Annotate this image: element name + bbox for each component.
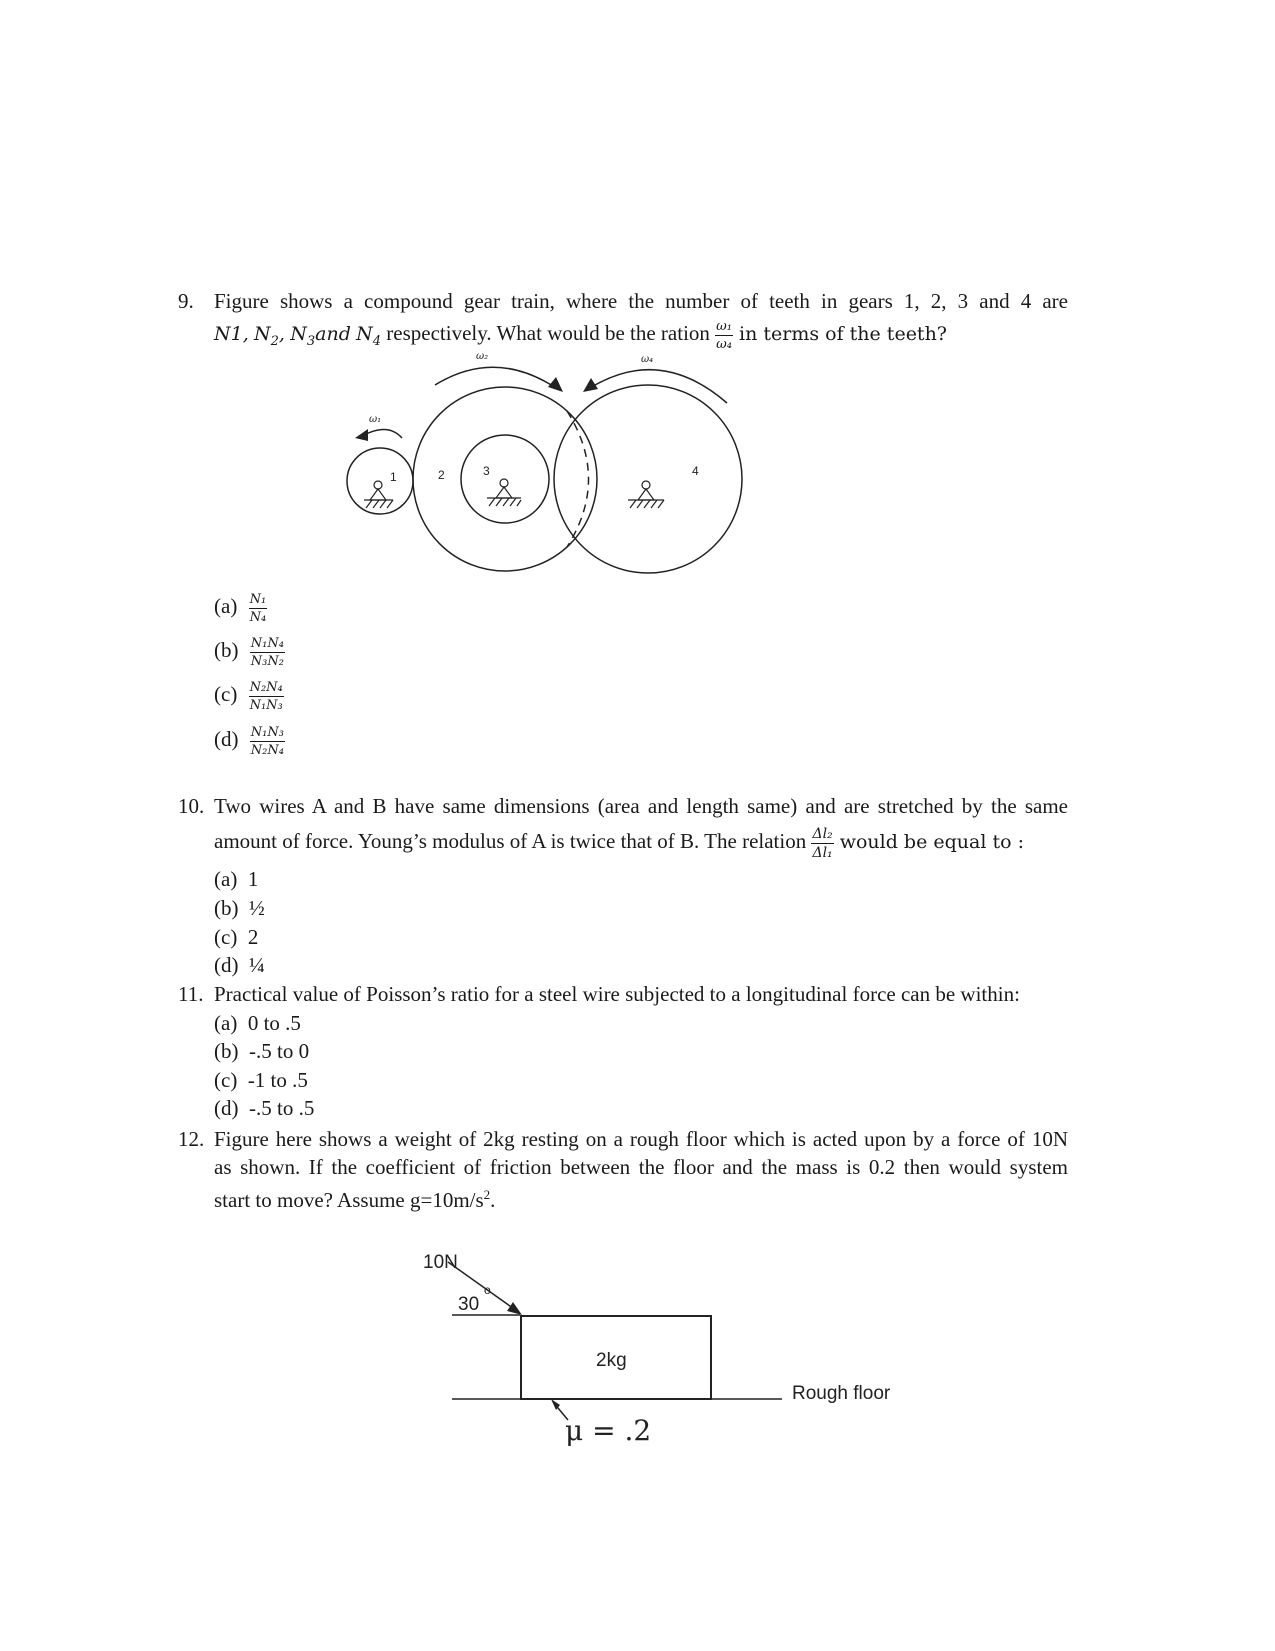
block-friction-figure	[420, 1240, 920, 1460]
support-gear-1	[364, 481, 393, 508]
q9-line2-end: in terms of the teeth?	[732, 323, 947, 345]
mu-label: μ = .2	[565, 1414, 652, 1447]
q11-number: 11.	[178, 982, 204, 1006]
q10-option-c[interactable]: (c) 2	[214, 925, 259, 949]
q9-option-b[interactable]	[214, 636, 285, 668]
gear-label-4: 4	[692, 464, 699, 478]
omega2-label: ω₂	[476, 351, 489, 362]
q9-line2-mid: respectively. What would be the ration	[381, 321, 716, 345]
omega4-label: ω₄	[641, 354, 654, 365]
omega2-arrowhead	[548, 377, 563, 392]
omega2-arc	[435, 367, 556, 388]
q9-var-and: and	[315, 323, 351, 345]
q11-option-d[interactable]: (d) -.5 to .5	[214, 1096, 315, 1120]
q9-var-n2: $N_2$,	[254, 323, 285, 349]
q9-option-d[interactable]	[214, 725, 285, 757]
q10-number: 10.	[178, 794, 205, 818]
support-gear-3	[487, 479, 521, 506]
force-label: 10N	[423, 1252, 458, 1273]
gear-label-1: 1	[390, 470, 397, 484]
q9-option-d-fraction: $\frac{\text{N₁N₃}}{\text{N₂N₄}}$	[250, 724, 284, 758]
q11-option-a[interactable]: (a) 0 to .5	[214, 1011, 301, 1035]
q9-number: 9.	[178, 289, 194, 313]
omega1-arrowhead	[355, 429, 368, 441]
q10-option-d[interactable]: (d) ¼	[214, 953, 265, 977]
q9-option-c[interactable]	[214, 680, 284, 712]
gear-4	[554, 385, 742, 573]
q10-ratio-num: Δl₂	[812, 825, 833, 842]
gear-label-2: 2	[438, 468, 445, 482]
gear-train-figure	[330, 340, 760, 590]
q9-option-a[interactable]	[214, 592, 267, 624]
q10-ratio-den: Δl₁	[812, 844, 833, 861]
q11-option-b[interactable]: (b) -.5 to 0	[214, 1039, 310, 1063]
q10-option-a[interactable]: (a) 1	[214, 867, 259, 891]
mass-label: 2kg	[596, 1350, 627, 1371]
q9-ratio-num: ω₁	[716, 318, 732, 334]
q9-option-a-fraction: $\frac{\text{N₁}}{\text{N₄}}$	[249, 591, 267, 625]
q10-ratio-fraction	[811, 827, 833, 860]
q10-line2-end: would be equal to :	[833, 831, 1024, 853]
q12-line1: Figure here shows a weight of 2kg resting on a rough floor which is acted upon by a force of 10N	[214, 1127, 1068, 1151]
q9-option-a-label: (a)	[214, 594, 238, 618]
gear-2-hidden-arc	[567, 411, 589, 547]
angle-label: 30	[458, 1294, 480, 1315]
omega1-label: ω₁	[369, 414, 382, 425]
q9-option-c-label: (c)	[214, 682, 238, 706]
q9-option-d-label: (d)	[214, 727, 239, 751]
force-arrowhead	[507, 1302, 522, 1315]
q12-number: 12.	[178, 1127, 205, 1151]
gear-label-3: 3	[483, 464, 490, 478]
q10-line2-start: amount of force. Young’s modulus of A is twice that of B. The relation	[214, 829, 812, 853]
support-gear-4	[628, 481, 664, 508]
q9-ratio-den: ω₄	[716, 336, 732, 352]
q9-var-n1: N1,	[214, 323, 249, 345]
degree-mark: o	[484, 1283, 491, 1297]
omega4-arc	[590, 370, 727, 403]
q9-var-n3: $N_3$	[290, 323, 316, 349]
q9-option-c-fraction: $\frac{\text{N₂N₄}}{\text{N₁N₃}}$	[249, 679, 283, 713]
q10-line1: Two wires A and B have same dimensions (area and length same) and are stretched by the same	[214, 794, 1068, 818]
q9-var-n4: $N_4$	[356, 323, 382, 349]
floor-label: Rough floor	[792, 1383, 891, 1404]
q10-line2	[214, 826, 1114, 860]
q12-line2: as shown. If the coefficient of friction between the floor and the mass is 0.2 then would system	[214, 1155, 1068, 1179]
q9-option-b-label: (b)	[214, 638, 239, 662]
q12-line3: start to move? Assume $g=10m/s^2$.	[214, 1187, 496, 1212]
q10-option-b[interactable]: (b) ½	[214, 896, 265, 920]
q11-text: Practical value of Poisson’s ratio for a steel wire subjected to a longitudinal force can be within:	[214, 982, 1020, 1006]
q9-option-b-fraction: $\frac{\text{N₁N₄}}{\text{N₃N₂}}$	[250, 635, 284, 669]
q11-option-c[interactable]: (c) -1 to .5	[214, 1068, 308, 1092]
q9-line1: Figure shows a compound gear train, where the number of teeth in gears 1, 2, 3 and 4 are	[214, 289, 1068, 313]
